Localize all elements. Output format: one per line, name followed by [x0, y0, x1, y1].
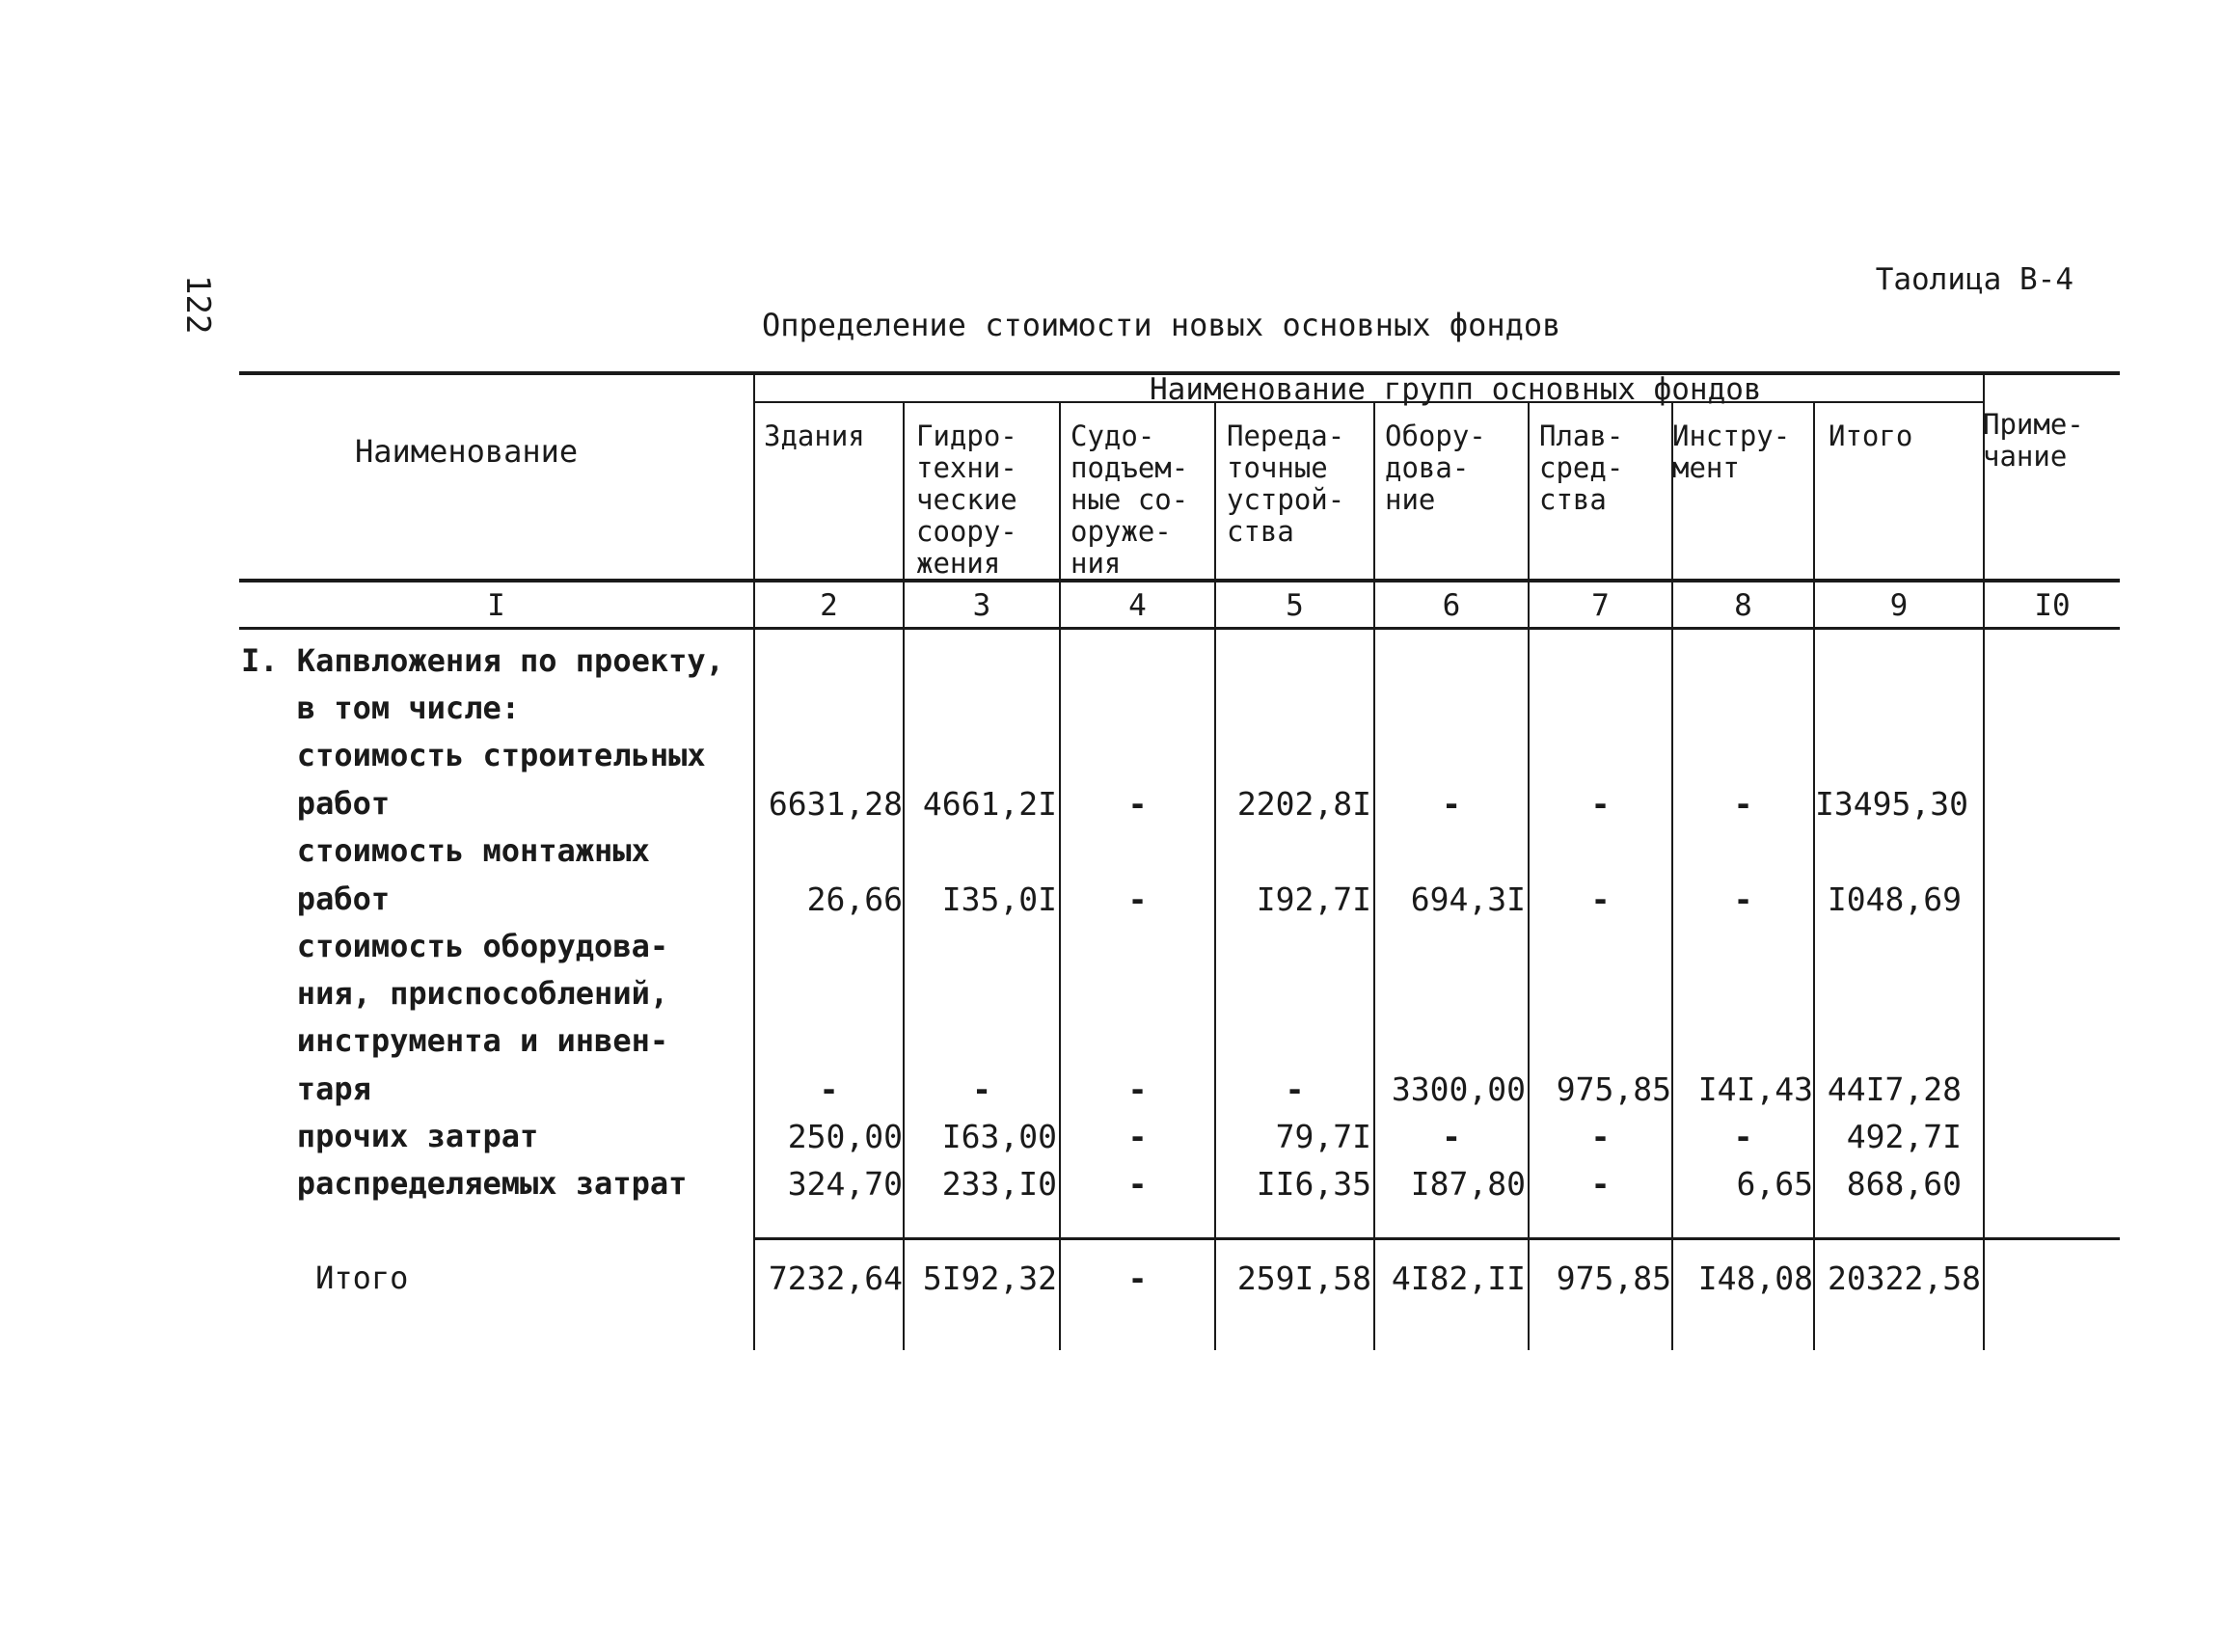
table-cell: 975,85 — [1556, 1070, 1671, 1108]
page-number: 122 — [178, 275, 217, 335]
table-cell: - — [1127, 880, 1148, 918]
table-cell: - — [1590, 880, 1611, 918]
table-cell: I87,80 — [1410, 1165, 1526, 1203]
row-label: инструмента и инвен- — [241, 1022, 669, 1059]
table-cell: - — [1127, 1259, 1148, 1297]
table-cell: 44I7,28 — [1827, 1070, 1962, 1108]
column-number: 5 — [1286, 588, 1304, 623]
table-cell: 2202,8I — [1236, 785, 1371, 823]
total-top-rule — [754, 1237, 2120, 1240]
row-label: таря — [241, 1070, 371, 1107]
table-cell: I3495,30 — [1815, 785, 1968, 823]
table-cell: - — [1733, 880, 1753, 918]
table-cell: II6,35 — [1256, 1165, 1371, 1203]
column-number: 4 — [1128, 588, 1147, 623]
col-divider — [1059, 403, 1061, 1350]
col-divider — [903, 403, 905, 1350]
header-group-caption: Наименование групп основных фондов — [1150, 372, 1762, 407]
numbers-bottom-rule — [239, 627, 2120, 630]
table-cell: - — [1733, 785, 1753, 823]
table-cell: 259I,58 — [1236, 1259, 1371, 1297]
header-col-6: Обору- дова- ние — [1385, 420, 1486, 516]
table-cell: 6,65 — [1736, 1165, 1813, 1203]
row-label: прочих затрат — [241, 1118, 539, 1154]
table-cell: 4661,2I — [922, 785, 1057, 823]
col-divider — [1214, 403, 1216, 1350]
table-cell: 233,I0 — [941, 1165, 1057, 1203]
table-title: Определение стоимости новых основных фондов — [762, 307, 1561, 343]
row-label-total: Итого — [241, 1259, 409, 1296]
row-label: в том числе: — [241, 690, 520, 726]
col-divider — [1373, 403, 1375, 1350]
table-cell: - — [1285, 1070, 1305, 1108]
table-cell: I4I,43 — [1697, 1070, 1813, 1108]
table-cell: - — [1127, 1118, 1148, 1155]
table-cell: - — [1442, 785, 1461, 823]
table-cell: I63,00 — [941, 1118, 1057, 1155]
col-divider — [1813, 403, 1815, 1350]
column-number: 2 — [820, 588, 838, 623]
header-col-5: Переда- точные устрой- ства — [1227, 420, 1345, 548]
table-cell: 324,70 — [787, 1165, 903, 1203]
table-cell: - — [1590, 1118, 1611, 1155]
table-cell: 975,85 — [1556, 1259, 1671, 1297]
col-divider — [753, 371, 755, 1350]
column-number: 7 — [1591, 588, 1610, 623]
table-label: Таолица В-4 — [1875, 262, 2073, 297]
table-cell: 79,7I — [1275, 1118, 1371, 1155]
table-cell: 694,3I — [1410, 880, 1526, 918]
table-cell: - — [1127, 1070, 1148, 1108]
row-label: стоимость строительных — [241, 737, 706, 773]
table-cell: I35,0I — [941, 880, 1057, 918]
header-col-9: Итого — [1829, 420, 1913, 452]
table-cell: 3300,00 — [1391, 1070, 1526, 1108]
column-number: 9 — [1889, 588, 1909, 623]
col-divider — [1528, 403, 1530, 1350]
table-cell: - — [972, 1070, 991, 1108]
row-label: стоимость монтажных — [241, 832, 650, 869]
col-divider — [1983, 371, 1985, 1350]
header-note: Приме- чание — [1983, 408, 2084, 473]
table-cell: 7232,64 — [768, 1259, 903, 1297]
table-cell: I92,7I — [1256, 880, 1371, 918]
header-col-4: Судо- подъем- ные со- оруже- ния — [1070, 420, 1189, 580]
column-number: 6 — [1442, 588, 1461, 623]
row-label: распределяемых затрат — [241, 1165, 688, 1202]
table-cell: 5I92,32 — [922, 1259, 1057, 1297]
table-cell: 250,00 — [787, 1118, 903, 1155]
table-cell: 26,66 — [806, 880, 903, 918]
table-cell: - — [819, 1070, 839, 1108]
row-label: работ — [241, 880, 391, 917]
column-number: 3 — [972, 588, 991, 623]
table-cell: - — [1590, 785, 1611, 823]
table-cell: I048,69 — [1827, 880, 1962, 918]
col-divider — [1671, 403, 1673, 1350]
header-col-3: Гидро- техни- ческие соору- жения — [916, 420, 1017, 580]
header-col-8: Инстру- мент — [1672, 420, 1791, 484]
table-cell: 6631,28 — [768, 785, 903, 823]
row-label: работ — [241, 785, 391, 822]
row-label: стоимость оборудова- — [241, 928, 669, 964]
table-cell: 492,7I — [1846, 1118, 1962, 1155]
table-cell: I48,08 — [1697, 1259, 1813, 1297]
header-col-7: Плав- сред- ства — [1539, 420, 1624, 516]
table-cell: - — [1127, 785, 1148, 823]
table-cell: 868,60 — [1846, 1165, 1962, 1203]
header-name: Наименование — [355, 433, 579, 470]
table-cell: - — [1442, 1118, 1461, 1155]
table-cell: - — [1733, 1118, 1753, 1155]
column-number: I0 — [2034, 588, 2071, 623]
table-cell: - — [1590, 1165, 1611, 1203]
header-col-2: Здания — [764, 420, 865, 452]
table-cell: 20322,58 — [1828, 1259, 1981, 1297]
table-cell: - — [1127, 1165, 1148, 1203]
row-label: ния, приспособлений, — [241, 975, 669, 1012]
row-label: I. Капвложения по проекту, — [241, 642, 724, 679]
column-number: 8 — [1734, 588, 1752, 623]
column-number: I — [487, 588, 505, 623]
table-cell: 4I82,II — [1391, 1259, 1526, 1297]
